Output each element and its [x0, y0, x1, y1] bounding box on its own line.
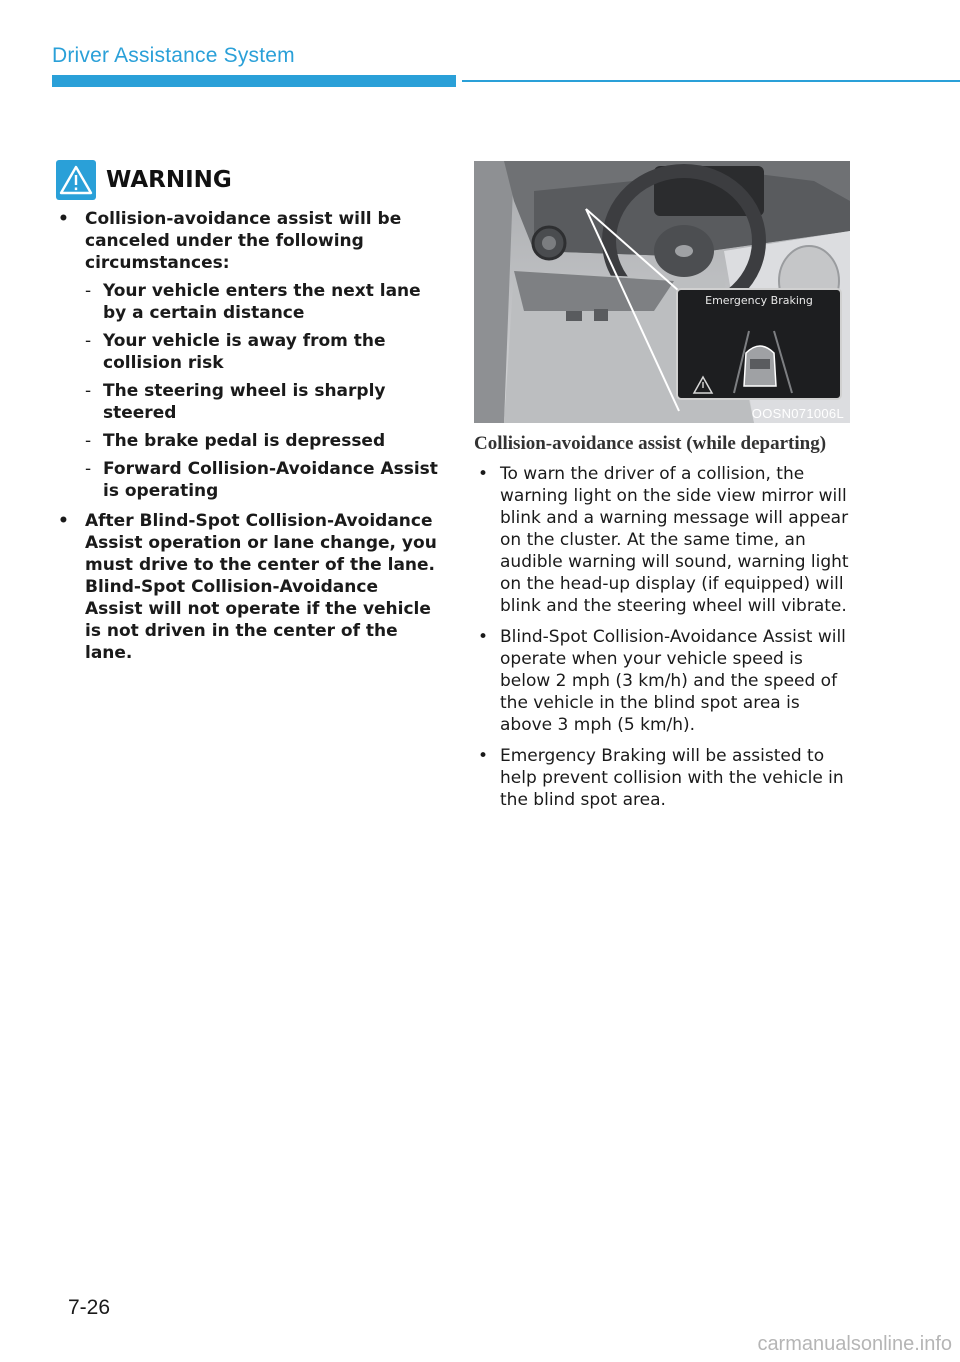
warning-item-text: After Blind-Spot Collision-Avoidance Assist operation or lane change, you must drive to the center of the lane. Blind-Spot Collision-Avoidance Assist will not operate if the vehicle is not driven in the center of the lane.: [85, 511, 437, 663]
bullet-item: • Blind-Spot Collision-Avoidance Assist will operate when your vehicle speed is below 2 mph (3 km/h) and the speed of the vehicle in the blind spot area is above 3 mph (5 km/h).: [474, 626, 854, 736]
warning-sub-item: - Your vehicle is away from the collision risk: [85, 330, 440, 374]
warning-sub-item: - The brake pedal is depressed: [85, 430, 440, 452]
bullet-item: • To warn the driver of a collision, the warning light on the side view mirror will blink and a warning message will appear on the cluster. At the same time, an audible warning will sound, warning light on the head-up display (if equipped) will blink and the steering wheel will vibrate.: [474, 463, 854, 617]
dashboard-illustration: [474, 161, 850, 423]
bullet-item: • Emergency Braking will be assisted to help prevent collision with the vehicle in the blind spot area.: [474, 745, 854, 811]
watermark: carmanualsonline.info: [757, 1333, 952, 1355]
warning-sub-item: - The steering wheel is sharply steered: [85, 380, 440, 424]
warning-heading: [56, 158, 440, 202]
collision-section: [474, 433, 854, 820]
header-accent-bar: [52, 75, 456, 87]
section-heading: Collision-avoidance assist (while departing): [474, 433, 827, 454]
screen-message: Emergency Braking: [705, 294, 813, 307]
warning-triangle-icon: [56, 160, 96, 200]
warning-list: [56, 208, 440, 664]
figure-code: OOSN071006L: [751, 406, 844, 421]
car-interior-image: [474, 161, 850, 423]
warning-item: [56, 208, 440, 502]
header-rule: [462, 80, 960, 82]
warning-label: WARNING: [106, 167, 232, 193]
warning-sub-list: [85, 280, 440, 502]
warning-item: [56, 510, 440, 664]
warning-item-text: Collision-avoidance assist will be canceled under the following circumstances:: [85, 209, 402, 273]
warning-sub-item: - Forward Collision-Avoidance Assist is operating: [85, 458, 440, 502]
section-bullets: [474, 463, 854, 811]
page-section-title: Driver Assistance System: [52, 44, 295, 67]
warning-box: [56, 158, 440, 672]
page-number: 7-26: [68, 1296, 111, 1319]
warning-sub-item: - Your vehicle enters the next lane by a certain distance: [85, 280, 440, 324]
